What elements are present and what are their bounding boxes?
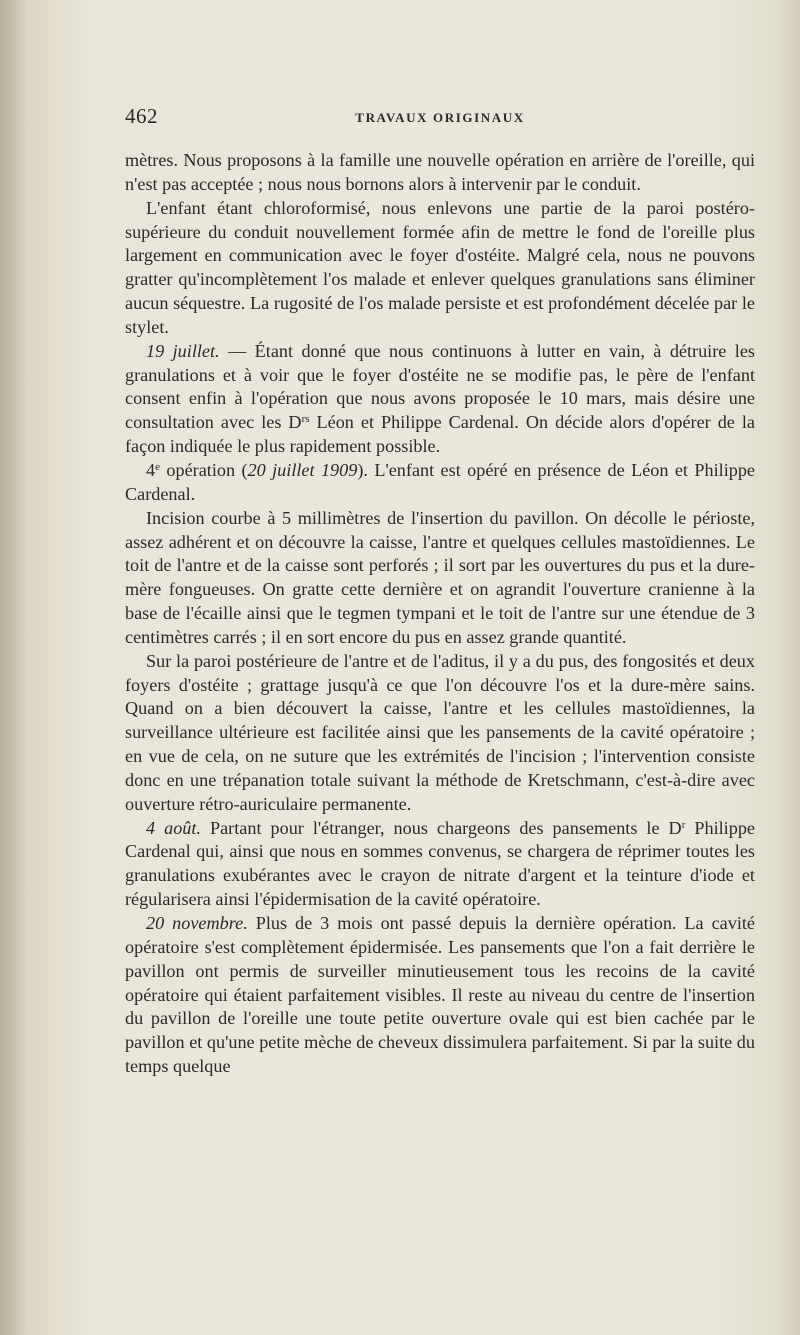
paragraph-5-text: Incision courbe à 5 millimètres de l'insertion du pavillon. On décolle le périoste, assez adhérent et on découvre la caisse, l'antre et quelques cellules mastoïdiennes. Le toit de l'antre et de la caisse sont perforés ; il sort par les ouvertures du pus et la dure-mère fongueuses. On gratte cette dernière et on agrandit l'ouverture cranienne à la base de l'écaille ainsi que le tegmen tympani et le toit de l'antre sur une étendue de 3 centimètres carrés ; il en sort encore du pus en assez grande quantité. <box>125 507 755 647</box>
paragraph-1-text: mètres. Nous proposons à la famille une nouvelle opération en arrière de l'oreille, qui n'est pas acceptée ; nous nous bornons alors à intervenir par le conduit. <box>125 150 755 194</box>
paragraph-6 <box>125 650 755 817</box>
paragraph-4-text-b: ). L'enfant est opéré en présence de Léon et Philippe Cardenal. <box>125 459 756 504</box>
paragraph-3-superscript: rs <box>301 413 310 426</box>
binding-gutter-shadow <box>0 0 28 1335</box>
paragraph-4-date: 20 juillet 1909 <box>247 459 358 480</box>
paragraph-3-text-a: — Étant donné que nous continuons à lutter en vain, à détruire les granulations et à voir que le foyer d'ostéite ne se modifie pas, le père de l'enfant consent enfin à l'opération que nous avons proposée le 10 mars, mais désire une consultation avec les D <box>125 340 756 433</box>
paragraph-4-text-a: opération ( <box>159 459 248 480</box>
paragraph-4-number: 4 <box>146 459 156 480</box>
body-text <box>125 149 755 1079</box>
paragraph-7-text-a: Partant pour l'étranger, nous chargeons des pansements le D <box>200 817 682 838</box>
page-header <box>125 104 755 130</box>
paragraph-7-superscript: r <box>681 818 686 831</box>
paragraph-7 <box>125 817 755 912</box>
paragraph-4 <box>125 459 755 507</box>
paragraph-8 <box>125 912 755 1079</box>
paragraph-7-date: 4 août. <box>146 817 201 838</box>
page-number: 462 <box>125 104 158 128</box>
paragraph-7-text-b: Philippe Cardenal qui, ainsi que nous en sommes convenus, se chargera de réprimer toutes les granulations exubérantes avec le crayon de nitrate d'argent et la teinture d'iode et régularisera ainsi l'épidermisation de la cavité opératoire. <box>125 817 755 910</box>
paragraph-8-date: 20 novembre. <box>146 913 248 933</box>
running-title: TRAVAUX ORIGINAUX <box>355 110 525 125</box>
paragraph-3-text-b: Léon et Philippe Cardenal. On décide alors d'opérer de la façon indiquée le plus rapidement possible. <box>125 412 755 457</box>
paragraph-6-text: Sur la paroi postérieure de l'antre et de l'aditus, il y a du pus, des fongosités et deux foyers d'ostéite ; grattage jusqu'à ce que l'on découvre l'os et la dure-mère sains. Quand on a bien découvert la caisse, l'antre et les cellules mastoïdiennes, la surveillance ultérieure est facilitée ainsi que les pansements de la cavité opératoire ; en vue de cela, on ne suture que les extrémités de l'incision ; l'intervention consiste donc en une trépanation totale suivant la méthode de Kretschmann, c'est-à-dire avec ouverture rétro-auriculaire permanente. <box>125 650 755 814</box>
paragraph-2 <box>125 197 755 340</box>
paragraph-8-text: Plus de 3 mois ont passé depuis la dernière opération. La cavité opératoire s'est complètement épidermisée. Les pansements que l'on a fait derrière le pavillon ont permis de surveiller minutieusement tous les recoins de la cavité opératoire qui étaient parfaitement visibles. Il reste au niveau du centre de l'insertion du pavillon de l'oreille une toute petite ouverture ovale qui est bien cachée par le pavillon et qu'une petite mèche de cheveux dissimulera parfaitement. Si par la suite du temps quelque <box>125 913 755 1077</box>
paragraph-3-date: 19 juillet. <box>146 340 220 361</box>
paragraph-2-text: L'enfant étant chloroformisé, nous enlevons une partie de la paroi postéro-supérieure du conduit nouvellement formée afin de mettre le fond de l'oreille plus largement en communication avec le foyer d'ostéite. Malgré cela, nous ne pouvons gratter qu'incomplètement l'os malade et enlever quelques granulations sans éliminer aucun séquestre. La rugosité de l'os malade persiste et est profondément décelée par le stylet. <box>125 197 755 337</box>
paragraph-5 <box>125 507 755 650</box>
paragraph-3 <box>125 340 755 459</box>
paragraph-4-superscript: e <box>155 460 160 473</box>
paragraph-1 <box>125 149 755 197</box>
